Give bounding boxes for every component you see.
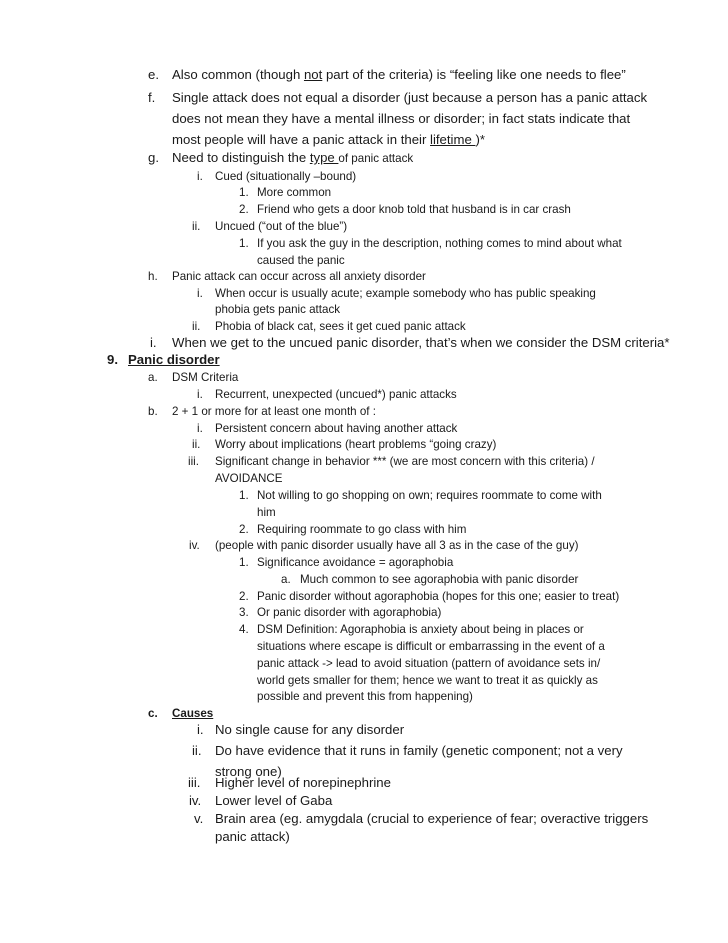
text-run: of panic attack: [338, 152, 414, 165]
text-run: Recurrent, unexpected (uncued*) panic attacks: [215, 388, 457, 401]
list-marker: 9.: [107, 352, 118, 367]
text-run: No single cause for any disorder: [215, 722, 405, 737]
text-run: Brain area (eg. amygdala (crucial to experience of fear; overactive triggers: [215, 811, 649, 826]
text-run: Worry about implications (heart problems “going crazy): [215, 438, 497, 451]
line-text: [257, 674, 598, 687]
text-run: Also common (though: [172, 67, 304, 82]
text-run: Friend who gets a door knob told that husband is in car crash: [257, 203, 571, 216]
line-text: [215, 539, 578, 552]
line-text: [215, 793, 332, 808]
text-run: him: [257, 506, 276, 519]
line-text: [172, 270, 426, 283]
text-run: part of the criteria) is “feeling like one needs to flee”: [322, 67, 626, 82]
text-run: DSM Criteria: [172, 371, 239, 384]
list-marker: 3.: [239, 606, 249, 619]
line-text: [172, 67, 626, 82]
text-run: Do have evidence that it runs in family (genetic component; not a very: [215, 743, 623, 758]
text-run: panic attack): [215, 829, 290, 844]
line-text: [257, 254, 345, 267]
line-text: [215, 303, 340, 316]
line-text: [172, 335, 670, 350]
underlined-term: Causes: [172, 707, 214, 720]
line-text: [215, 438, 496, 451]
list-marker: h.: [148, 270, 158, 283]
text-run: Or panic disorder with agoraphobia): [257, 606, 442, 619]
line-text: [257, 640, 605, 653]
text-run: When occur is usually acute; example somebody who has public speaking: [215, 287, 596, 300]
list-marker: a.: [148, 371, 158, 384]
underlined-term: not: [303, 67, 323, 82]
underlined-term: type: [309, 150, 339, 165]
text-run: Requiring roommate to go class with him: [257, 523, 467, 536]
list-marker: v.: [194, 811, 204, 826]
line-text: [257, 690, 473, 703]
underlined-term: Panic disorder: [128, 352, 220, 367]
text-run: AVOIDANCE: [215, 472, 283, 485]
text-run: Cued (situationally –bound): [215, 170, 357, 183]
text-run: (people with panic disorder usually have all 3 as in the case of the guy): [215, 539, 579, 552]
line-text: [215, 775, 391, 790]
list-marker: i.: [197, 388, 203, 401]
line-text: [215, 472, 282, 485]
line-text: [215, 829, 290, 844]
list-marker: iii.: [188, 775, 201, 790]
list-marker: ii.: [192, 438, 201, 451]
list-marker: iv.: [189, 793, 202, 808]
list-marker: i.: [197, 170, 203, 183]
text-run: caused the panic: [257, 254, 345, 267]
list-marker: 2.: [239, 523, 249, 536]
line-text: [257, 489, 602, 502]
list-marker: iii.: [188, 455, 199, 468]
line-text: [215, 220, 347, 233]
list-marker: ii.: [192, 220, 201, 233]
text-run: )*: [475, 132, 485, 147]
text-run: situations where escape is difficult or embarrassing in the event of a: [257, 640, 605, 653]
line-text: [257, 590, 619, 603]
line-text: [215, 422, 457, 435]
list-marker: i.: [197, 422, 203, 435]
text-run: When we get to the uncued panic disorder, that’s when we consider the DSM criteria*: [172, 335, 670, 350]
list-marker: iv.: [189, 539, 200, 552]
text-run: If you ask the guy in the description, nothing comes to mind about what: [257, 237, 622, 250]
list-marker: 1.: [239, 556, 249, 569]
line-text: [215, 320, 466, 333]
line-text: [257, 556, 453, 569]
line-text: [172, 132, 485, 147]
line-text: [128, 352, 220, 367]
list-marker: ii.: [192, 743, 202, 758]
list-marker: f.: [148, 90, 156, 105]
line-text: [257, 237, 622, 250]
text-run: Significance avoidance = agoraphobia: [257, 556, 454, 569]
line-text: [172, 111, 630, 126]
text-run: More common: [257, 186, 332, 199]
line-text: [257, 203, 571, 216]
line-text: [257, 623, 584, 636]
line-text: [257, 606, 441, 619]
line-text: [172, 405, 376, 418]
text-run: Significant change in behavior *** (we are most concern with this criteria) /: [215, 455, 595, 468]
text-run: Need to distinguish the: [172, 150, 310, 165]
list-marker: 1.: [239, 489, 249, 502]
line-text: [172, 90, 647, 105]
line-text: [172, 150, 413, 165]
text-run: panic attack -> lead to avoid situation (pattern of avoidance sets in/: [257, 657, 601, 670]
list-marker: i.: [150, 335, 157, 350]
line-text: [257, 506, 276, 519]
text-run: world gets smaller for them; hence we want to treat it as quickly as: [257, 674, 598, 687]
list-marker: i.: [197, 287, 203, 300]
text-run: Uncued (“out of the blue”): [215, 220, 348, 233]
line-text: [215, 455, 595, 468]
text-run: Single attack does not equal a disorder (just because a person has a panic attack: [172, 90, 648, 105]
text-run: 2 + 1 or more for at least one month of :: [172, 405, 376, 418]
text-run: does not mean they have a mental illness or disorder; in fact stats indicate that: [172, 111, 631, 126]
text-run: DSM Definition: Agoraphobia is anxiety about being in places or: [257, 623, 584, 636]
text-run: Lower level of Gaba: [215, 793, 333, 808]
line-text: [172, 371, 238, 384]
text-run: most people will have a panic attack in their: [172, 132, 431, 147]
list-marker: i.: [197, 722, 204, 737]
text-run: Much common to see agoraphobia with panic disorder: [300, 573, 579, 586]
line-text: [215, 811, 648, 826]
list-marker: e.: [148, 67, 159, 82]
line-text: [300, 573, 578, 586]
list-marker: 4.: [239, 623, 249, 636]
line-text: [215, 388, 457, 401]
underlined-term: lifetime: [430, 132, 476, 147]
line-text: [215, 170, 356, 183]
list-marker: 1.: [239, 237, 249, 250]
text-run: Panic attack can occur across all anxiety disorder: [172, 270, 426, 283]
list-marker: 1.: [239, 186, 249, 199]
list-marker: ii.: [192, 320, 201, 333]
text-run: Not willing to go shopping on own; requires roommate to come with: [257, 489, 602, 502]
list-marker: c.: [148, 707, 158, 720]
list-marker: b.: [148, 405, 158, 418]
list-marker: 2.: [239, 203, 249, 216]
text-run: phobia gets panic attack: [215, 303, 341, 316]
list-marker: a.: [281, 573, 291, 586]
line-text: [257, 523, 466, 536]
text-run: Persistent concern about having another attack: [215, 422, 458, 435]
line-text: [172, 707, 213, 720]
text-run: Higher level of norepinephrine: [215, 775, 391, 790]
line-text: [215, 743, 623, 758]
list-marker: g.: [148, 150, 159, 165]
line-text: [257, 657, 600, 670]
line-text: [215, 722, 404, 737]
text-run: Panic disorder without agoraphobia (hopes for this one; easier to treat): [257, 590, 620, 603]
line-text: [215, 287, 596, 300]
list-marker: 2.: [239, 590, 249, 603]
text-run: possible and prevent this from happening): [257, 690, 473, 703]
text-run: strong one): [215, 764, 282, 779]
text-run: Phobia of black cat, sees it get cued panic attack: [215, 320, 466, 333]
line-text: [257, 186, 331, 199]
